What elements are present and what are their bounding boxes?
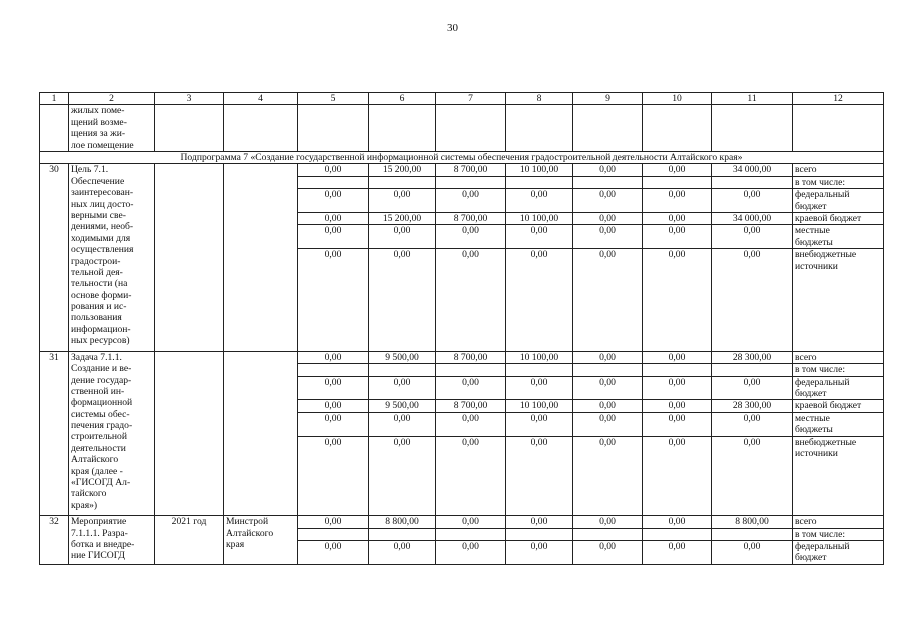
funding-source [793, 249, 884, 352]
amount-cell: 0,00 [712, 189, 793, 213]
amount-cell: 8 700,00 [436, 351, 506, 363]
funding-source [793, 412, 884, 436]
description-line: заинтересован- [71, 187, 134, 199]
executor [224, 164, 298, 351]
cell-empty [224, 105, 298, 152]
description-line: градострои- [71, 255, 121, 267]
amount-cell: 8 700,00 [436, 164, 506, 176]
amount-cell: 0,00 [573, 189, 643, 213]
subprogram-row [40, 151, 884, 163]
column-number: 2 [69, 93, 155, 105]
measure-description [69, 164, 155, 351]
column-number: 1 [40, 93, 69, 105]
amount-cell: 0,00 [573, 376, 643, 400]
funding-source-line: бюджеты [795, 236, 833, 248]
funding-source-line: всего [795, 164, 817, 176]
description-line: 7.1.1.1. Разра- [71, 527, 128, 539]
table-row [40, 516, 884, 528]
description-line: ных лиц досто- [71, 198, 134, 210]
description-line: строительной [71, 431, 127, 443]
amount-cell: 0,00 [643, 516, 712, 528]
subprogram-title: Подпрограмма 7 «Создание государственной информационной системы обеспечения градостроительной деятельности Алтайского края» [40, 151, 884, 163]
cell-empty [298, 105, 369, 152]
amount-cell: 0,00 [436, 516, 506, 528]
amount-cell: 0,00 [643, 164, 712, 176]
amount-cell: 10 100,00 [506, 400, 573, 412]
amount-cell: 0,00 [573, 164, 643, 176]
amount-cell: 0,00 [643, 436, 712, 516]
amount-cell: 8 700,00 [436, 212, 506, 224]
measure-description [69, 351, 155, 516]
column-number: 6 [369, 93, 436, 105]
description-line: информацион- [71, 323, 131, 335]
description-line: ственной ин- [71, 385, 125, 397]
funding-source [793, 351, 884, 363]
amount-cell: 9 500,00 [369, 400, 436, 412]
amount-cell: 28 300,00 [712, 351, 793, 363]
funding-source-line: федеральный [795, 189, 850, 201]
funding-source-line: бюджеты [795, 424, 833, 436]
description-line: тельности (на [71, 278, 128, 290]
amount-cell [369, 528, 436, 540]
funding-source-line: федеральный [795, 376, 850, 388]
amount-cell: 0,00 [573, 400, 643, 412]
description-line: Обеспечение [71, 175, 125, 187]
amount-cell: 0,00 [573, 516, 643, 528]
amount-cell: 0,00 [298, 516, 369, 528]
description-line: пользования [71, 312, 122, 324]
amount-cell: 0,00 [298, 412, 369, 436]
funding-source-line: внебюджетные [795, 436, 857, 448]
amount-cell: 0,00 [506, 189, 573, 213]
funding-source [793, 400, 884, 412]
amount-cell: 0,00 [298, 164, 369, 176]
amount-cell: 10 100,00 [506, 164, 573, 176]
amount-cell: 0,00 [643, 225, 712, 249]
carryover-description [69, 105, 155, 152]
funding-source-line: всего [795, 351, 817, 363]
executor-line: Минстрой [226, 516, 269, 528]
amount-cell: 0,00 [369, 189, 436, 213]
description-line: тайского [71, 488, 107, 500]
amount-cell: 0,00 [506, 249, 573, 352]
description-line: рования и ис- [71, 301, 127, 313]
funding-source-line: бюджет [795, 387, 827, 399]
amount-cell: 0,00 [643, 351, 712, 363]
description-line: Мероприятие [71, 516, 127, 528]
cell-empty [40, 105, 69, 152]
amount-cell [369, 176, 436, 188]
amount-cell [643, 364, 712, 376]
amount-cell: 0,00 [436, 189, 506, 213]
description-line: ходимыми для [71, 232, 131, 244]
amount-cell: 0,00 [712, 376, 793, 400]
executor-line: Алтайского [226, 527, 274, 539]
cell-empty [436, 105, 506, 152]
description-line: дение государ- [71, 374, 132, 386]
amount-cell: 0,00 [573, 351, 643, 363]
description-line: края») [71, 499, 98, 511]
funding-source-line: всего [795, 516, 817, 528]
description-line: Создание и ве- [71, 363, 132, 375]
amount-cell [573, 528, 643, 540]
funding-source-line: в том числе: [795, 364, 846, 376]
funding-source-line: местные [795, 225, 830, 237]
amount-cell: 0,00 [573, 541, 643, 565]
amount-cell: 10 100,00 [506, 212, 573, 224]
amount-cell: 0,00 [298, 376, 369, 400]
executor [224, 351, 298, 516]
amount-cell: 0,00 [298, 400, 369, 412]
column-number-row [40, 93, 884, 105]
amount-cell: 0,00 [712, 412, 793, 436]
funding-source [793, 189, 884, 213]
funding-source [793, 364, 884, 376]
column-number: 8 [506, 93, 573, 105]
amount-cell: 0,00 [573, 212, 643, 224]
amount-cell: 0,00 [712, 541, 793, 565]
description-line: дениями, необ- [71, 221, 134, 233]
amount-cell: 15 200,00 [369, 164, 436, 176]
cell-empty [506, 105, 573, 152]
amount-cell: 0,00 [369, 436, 436, 516]
amount-cell: 0,00 [506, 225, 573, 249]
funding-source-line: в том числе: [795, 176, 846, 188]
amount-cell [298, 364, 369, 376]
table-row [40, 351, 884, 363]
amount-cell: 0,00 [643, 412, 712, 436]
amount-cell: 0,00 [573, 225, 643, 249]
executor-line: края [226, 539, 245, 551]
financing-table [39, 92, 884, 565]
carryover-line: жилых поме- [71, 105, 125, 117]
amount-cell: 0,00 [712, 436, 793, 516]
amount-cell: 0,00 [436, 376, 506, 400]
funding-source-line: федеральный [795, 541, 850, 553]
amount-cell: 0,00 [573, 412, 643, 436]
carryover-row [40, 105, 884, 152]
funding-source [793, 516, 884, 528]
funding-source-line: местные [795, 412, 830, 424]
funding-source [793, 376, 884, 400]
column-number: 11 [712, 93, 793, 105]
column-number: 5 [298, 93, 369, 105]
description-line: Задача 7.1.1. [71, 351, 122, 363]
funding-source [793, 176, 884, 188]
cell-empty [643, 105, 712, 152]
carryover-line: щений возме- [71, 116, 127, 128]
amount-cell: 0,00 [298, 541, 369, 565]
amount-cell: 8 800,00 [369, 516, 436, 528]
amount-cell [712, 528, 793, 540]
amount-cell [436, 528, 506, 540]
description-line: основе форми- [71, 289, 132, 301]
amount-cell: 15 200,00 [369, 212, 436, 224]
column-number: 3 [155, 93, 224, 105]
amount-cell: 0,00 [298, 351, 369, 363]
measure-description [69, 516, 155, 565]
funding-source-line: внебюджетные [795, 249, 857, 261]
amount-cell [436, 176, 506, 188]
implementation-term [155, 164, 224, 351]
amount-cell: 0,00 [643, 249, 712, 352]
description-line: ние ГИСОГД [71, 550, 125, 562]
amount-cell [506, 364, 573, 376]
funding-source [793, 541, 884, 565]
funding-source [793, 225, 884, 249]
cell-empty [155, 105, 224, 152]
amount-cell: 0,00 [643, 189, 712, 213]
description-line: верными све- [71, 209, 126, 221]
description-line: тельной дея- [71, 266, 123, 278]
amount-cell: 0,00 [298, 189, 369, 213]
amount-cell: 0,00 [298, 212, 369, 224]
amount-cell: 0,00 [573, 249, 643, 352]
amount-cell: 0,00 [506, 436, 573, 516]
amount-cell: 0,00 [436, 225, 506, 249]
funding-source-line: в том числе: [795, 528, 846, 540]
amount-cell [643, 528, 712, 540]
table-row [40, 164, 884, 176]
description-line: Алтайского [71, 454, 119, 466]
amount-cell: 0,00 [643, 541, 712, 565]
row-number: 30 [40, 164, 69, 351]
carryover-line: щения за жи- [71, 128, 126, 140]
amount-cell: 0,00 [506, 376, 573, 400]
description-line: ботка и внедре- [71, 539, 135, 551]
description-line: ных ресурсов) [71, 335, 130, 347]
amount-cell: 0,00 [369, 225, 436, 249]
column-number: 9 [573, 93, 643, 105]
amount-cell [506, 528, 573, 540]
description-line: печения градо- [71, 420, 133, 432]
amount-cell: 0,00 [643, 400, 712, 412]
amount-cell: 10 100,00 [506, 351, 573, 363]
table-body [40, 93, 884, 565]
funding-source-line: бюджет [795, 552, 827, 564]
amount-cell: 28 300,00 [712, 400, 793, 412]
amount-cell: 0,00 [298, 225, 369, 249]
description-line: деятельности [71, 442, 126, 454]
amount-cell: 9 500,00 [369, 351, 436, 363]
amount-cell [298, 528, 369, 540]
cell-empty [793, 105, 884, 152]
column-number: 4 [224, 93, 298, 105]
amount-cell [369, 364, 436, 376]
funding-source [793, 528, 884, 540]
amount-cell: 0,00 [369, 249, 436, 352]
amount-cell [712, 364, 793, 376]
column-number: 7 [436, 93, 506, 105]
amount-cell: 0,00 [643, 212, 712, 224]
carryover-line: лое помещение [71, 139, 134, 151]
amount-cell: 0,00 [643, 376, 712, 400]
amount-cell [643, 176, 712, 188]
cell-empty [712, 105, 793, 152]
row-number: 31 [40, 351, 69, 516]
amount-cell: 8 700,00 [436, 400, 506, 412]
amount-cell: 0,00 [369, 376, 436, 400]
amount-cell: 34 000,00 [712, 164, 793, 176]
amount-cell: 0,00 [436, 541, 506, 565]
description-line: формационной [71, 397, 133, 409]
amount-cell: 34 000,00 [712, 212, 793, 224]
cell-empty [369, 105, 436, 152]
amount-cell: 0,00 [298, 436, 369, 516]
row-number: 32 [40, 516, 69, 565]
page-number: 30 [447, 22, 458, 34]
funding-source [793, 164, 884, 176]
amount-cell: 0,00 [712, 249, 793, 352]
cell-empty [573, 105, 643, 152]
amount-cell: 0,00 [436, 436, 506, 516]
funding-source-line: бюджет [795, 200, 827, 212]
funding-source-line: источники [795, 447, 838, 459]
amount-cell: 0,00 [436, 249, 506, 352]
amount-cell: 0,00 [369, 412, 436, 436]
amount-cell: 0,00 [506, 541, 573, 565]
amount-cell: 0,00 [506, 412, 573, 436]
amount-cell: 0,00 [712, 225, 793, 249]
amount-cell: 8 800,00 [712, 516, 793, 528]
implementation-term: 2021 год [155, 516, 224, 565]
amount-cell [298, 176, 369, 188]
column-number: 12 [793, 93, 884, 105]
description-line: осуществления [71, 244, 134, 256]
funding-source [793, 212, 884, 224]
amount-cell: 0,00 [506, 516, 573, 528]
description-line: системы обес- [71, 408, 130, 420]
funding-source [793, 436, 884, 516]
description-line: края (далее - [71, 465, 123, 477]
amount-cell: 0,00 [369, 541, 436, 565]
amount-cell: 0,00 [298, 249, 369, 352]
description-line: Цель 7.1. [71, 164, 109, 176]
column-number: 10 [643, 93, 712, 105]
amount-cell [506, 176, 573, 188]
implementation-term [155, 351, 224, 516]
amount-cell [573, 364, 643, 376]
description-line: «ГИСОГД Ал- [71, 477, 131, 489]
executor [224, 516, 298, 565]
amount-cell [712, 176, 793, 188]
amount-cell [573, 176, 643, 188]
amount-cell: 0,00 [573, 436, 643, 516]
funding-source-line: краевой бюджет [795, 400, 862, 412]
funding-source-line: краевой бюджет [795, 212, 862, 224]
funding-source-line: источники [795, 260, 838, 272]
amount-cell: 0,00 [436, 412, 506, 436]
amount-cell [436, 364, 506, 376]
